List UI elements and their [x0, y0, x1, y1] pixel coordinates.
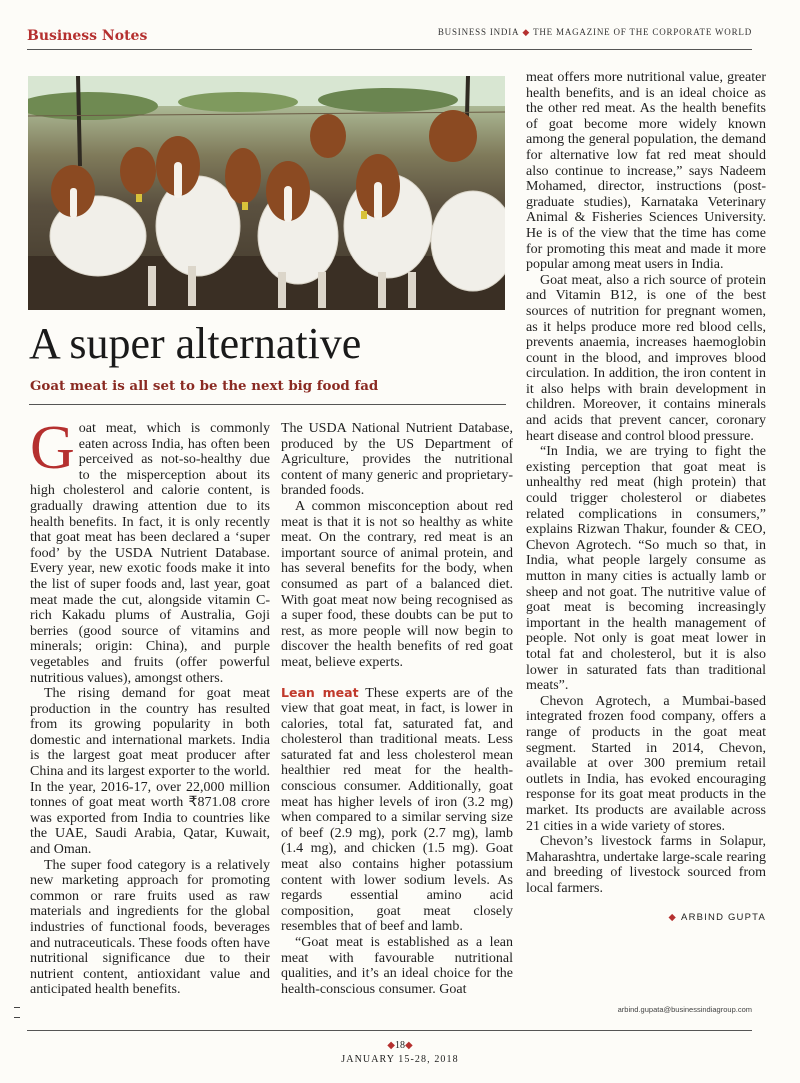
diamond-icon: ◆ [668, 912, 678, 924]
author-name: ARBIND GUPTA [681, 912, 766, 924]
paragraph: Chevon Agrotech, a Mumbai-based integrated frozen food company, offers a range of products in the goat meat segment. Started in 2014, Chevon, available at over 300 premium retail outlets in India, has evoked encouraging response for its goat meat products in the market. Its products are available across 21 cities in a wide variety of stores. [526, 693, 766, 834]
byline [526, 910, 766, 926]
article-deck: Goat meat is all set to be the next big food fad [30, 378, 379, 394]
publication-tagline: THE MAGAZINE OF THE CORPORATE WORLD [533, 27, 752, 37]
diamond-icon: ◆ [522, 27, 531, 37]
running-head [438, 27, 752, 38]
article-headline: A super alternative [29, 319, 362, 368]
deck-rule [29, 404, 506, 405]
paragraph: “Goat meat is established as a lean meat with favourable nutritional qualities, and it’s an ideal choice for the health-conscious consumer. Goat [281, 935, 513, 997]
article-column-2 [281, 421, 513, 1033]
page-number [0, 1040, 800, 1051]
footer-rule [27, 1030, 752, 1031]
paragraph-text: oat meat, which is commonly eaten across India, has often been perceived as not-so-healthy due to the misperception about its high cholesterol and calorie content, is gradually drawing attention due to its health benefits. In fact, it is only recently that goat meat has been declared a ‘super food’ by the USDA Nutrient Database. Every year, new exotic foods make it into the list of super foods and, last year, goat meat made the cut, alongside vitamin C-rich Kakadu plums of Australia, Goji berries (good source of vitamins and minerals; origin: China), and purple vegetables and fruits (offer powerful nutritious values), amongst others. [30, 421, 270, 686]
issue-date: JANUARY 15-28, 2018 [341, 1054, 459, 1065]
article-column-3 [526, 70, 766, 1030]
paragraph [281, 685, 513, 936]
page-number-value: 18 [395, 1040, 405, 1051]
header-rule [27, 49, 752, 50]
diamond-icon: ◆ [405, 1040, 413, 1051]
publication-name: BUSINESS INDIA [437, 27, 520, 37]
section-label: Business Notes [27, 28, 148, 44]
paragraph: The super food category is a relatively new marketing approach for promoting common or rare fruits used as raw materials and ingredients for the global industries of functional foods, beverages and nutraceuticals. These foods often have nutritional significance due to their nutrient content, antioxidant value and anticipated health benefits. [30, 857, 270, 998]
author-email: arbind.gupata@businessindiagroup.com [617, 1005, 752, 1014]
paragraph: meat offers more nutritional value, greater health benefits, and is an ideal choice as the other red meat. As the health benefits of goat become more widely known among the general population, the demand for alternative low fat red meat should also continue to increase,” says Nadeem Mohamed, director, instructions (post-graduate studies), Karnataka Veterinary Animal & Fisheries Sciences University. He is of the view that the time has come for promoting this meat and made it more popular among meat users in India. [526, 70, 766, 273]
goats-illustration [28, 76, 505, 310]
subhead-lean-meat: Lean meat [281, 684, 359, 700]
paragraph: Chevon’s livestock farms in Solapur, Maharashtra, undertake large-scale rearing and breeding of livestock sourced from local farmers. [526, 834, 766, 896]
goats-photo [28, 76, 505, 310]
diamond-icon: ◆ [387, 1040, 395, 1051]
drop-cap: G [30, 421, 75, 482]
paragraph: Goat meat, also a rich source of protein and Vitamin B12, is one of the best sources of nutrition for pregnant women, as it helps produce more red blood cells, prevents anaemia, increases haemoglobin count in the blood, and improves blood circulation. In addition, the iron content in it also helps with brain development in children. Moreover, it contains minerals and acids that prevent cancer, coronary heart disease and control blood pressure. [526, 272, 766, 444]
paragraph: A common misconception about red meat is that it is not so healthy as white meat. On the contrary, red meat is an important source of animal protein, and has several benefits for the body, when consumed as part of a balanced diet. With goat meat now being recognised as a super food, these doubts can be put to rest, as more people will now begin to discover the health benefits of red goat meat, believe experts. [281, 498, 513, 670]
paragraph-text: These experts are of the view that goat meat, in fact, is lower in calories, total fat, saturated fat, and cholesterol than traditional meats. Less saturated fat and less cholesterol mean healthier red meat for the health-conscious consumer. Additionally, goat meat has higher levels of iron (3.2 mg) when compared to a similar serving size of beef (2.9 mg), pork (2.7 mg), lamb (1.4 mg), and chicken (1.5 mg). Goat meat also contains higher potassium content with lower sodium levels. As regards essential amino acid composition, goat meat closely resembles that of beef and lamb. [281, 685, 513, 935]
paragraph: “In India, we are trying to fight the existing perception that goat meat is unhealthy red meat (high protein) that could trigger cholesterol or diabetes related complications in consumers,” explains Rizwan Thakur, founder & CEO, Chevon Agrotech. “So much so that, in India, what people largely consume as mutton in many cities is actually lamb or sheep and not goat. The nutritive value of goat meat is becoming increasingly important in the health management of people. Not only is goat meat lower in total fat and cholesterol, but it is also lower in saturated fats than traditional meats”. [526, 444, 766, 694]
paragraph [30, 421, 270, 686]
margin-mark [14, 1017, 20, 1018]
margin-mark [14, 1007, 20, 1008]
paragraph: The USDA National Nutrient Database, produced by the US Department of Agriculture, provides the nutritional content of many generic and proprietary-branded foods. [281, 421, 513, 499]
article-column-1 [30, 421, 270, 1033]
paragraph: The rising demand for goat meat production in the country has resulted from its growing popularity in both domestic and international markets. India is the largest goat meat producer after China and its largest exporter to the world. In the year, 2016-17, over 22,000 million tonnes of goat meat worth ₹871.08 crore was exported from India to countries like the UAE, Saudi Arabia, Qatar, Kuwait, and Oman. [30, 686, 270, 858]
